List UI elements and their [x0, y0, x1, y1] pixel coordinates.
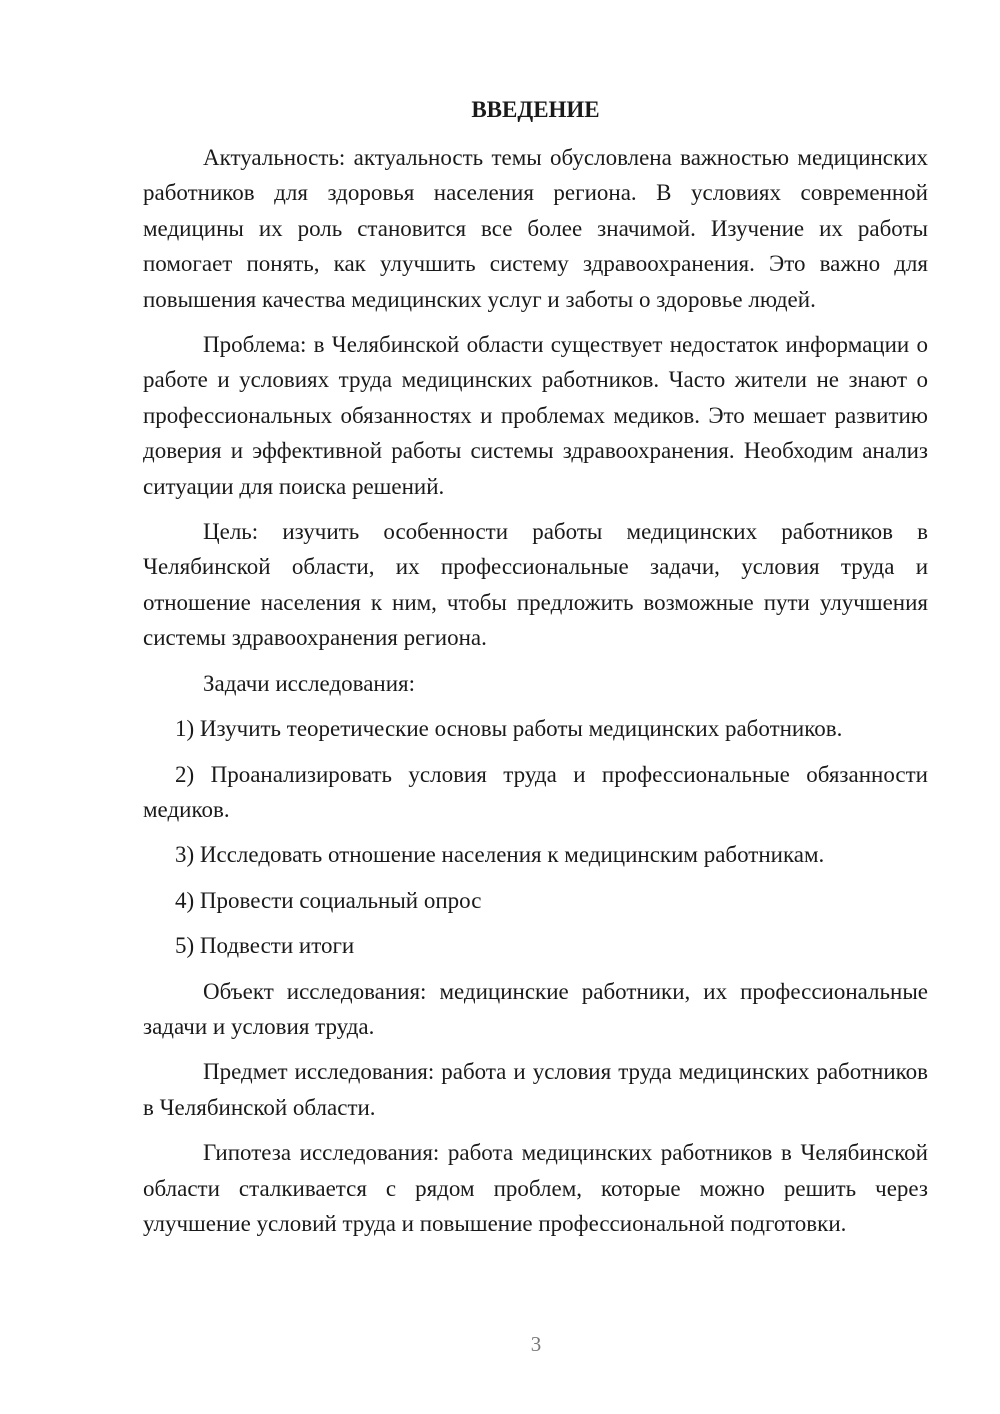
- document-page: [143, 92, 928, 1241]
- task-item-1: 1) Изучить теоретические основы работы медицинских работников.: [175, 716, 843, 742]
- task-item-5: 5) Подвести итоги: [175, 933, 355, 959]
- task-item-4: 4) Провести социальный опрос: [175, 887, 482, 913]
- task-item-2: 2) Проанализировать условия труда и профессиональные обязанности медиков.: [143, 761, 928, 822]
- task-item-3: 3) Исследовать отношение населения к медицинским работникам.: [175, 842, 825, 868]
- paragraph-tasks-heading: Задачи исследования:: [203, 670, 416, 696]
- paragraph-subject: Предмет исследования: работа и условия труда медицинских работников в Челябинской области.: [143, 1059, 928, 1120]
- paragraph-problem: Проблема: в Челябинской области существует недостаток информации о работе и условиях труда медицинских работников. Часто жители не знают о профессиональных обязанностях и проблемах медиков. Это мешает развитию доверия и эффективной работы системы здравоохранения. Необходим анализ ситуации для поиска решений.: [143, 332, 928, 499]
- paragraph-object: Объект исследования: медицинские работники, их профессиональные задачи и условия труда.: [143, 978, 928, 1039]
- page-number: 3: [530, 1332, 542, 1356]
- paragraph-relevance: Актуальность: актуальность темы обусловлена важностью медицинских работников для здоровья населения региона. В условиях современной медицины их роль становится все более значимой. Изучение их работы помогает понять, как улучшить систему здравоохранения. Это важно для повышения качества медицинских услуг и заботы о здоровье людей.: [143, 145, 928, 312]
- paragraph-goal: Цель: изучить особенности работы медицинских работников в Челябинской области, их профессиональные задачи, условия труда и отношение населения к ним, чтобы предложить возможные пути улучшения системы здравоохранения региона.: [143, 519, 928, 651]
- section-title: ВВЕДЕНИЕ: [471, 97, 600, 122]
- paragraph-hypothesis: Гипотеза исследования: работа медицинских работников в Челябинской области сталкивается с рядом проблем, которые можно решить через улучшение условий труда и повышение профессиональной подготовки.: [143, 1140, 928, 1236]
